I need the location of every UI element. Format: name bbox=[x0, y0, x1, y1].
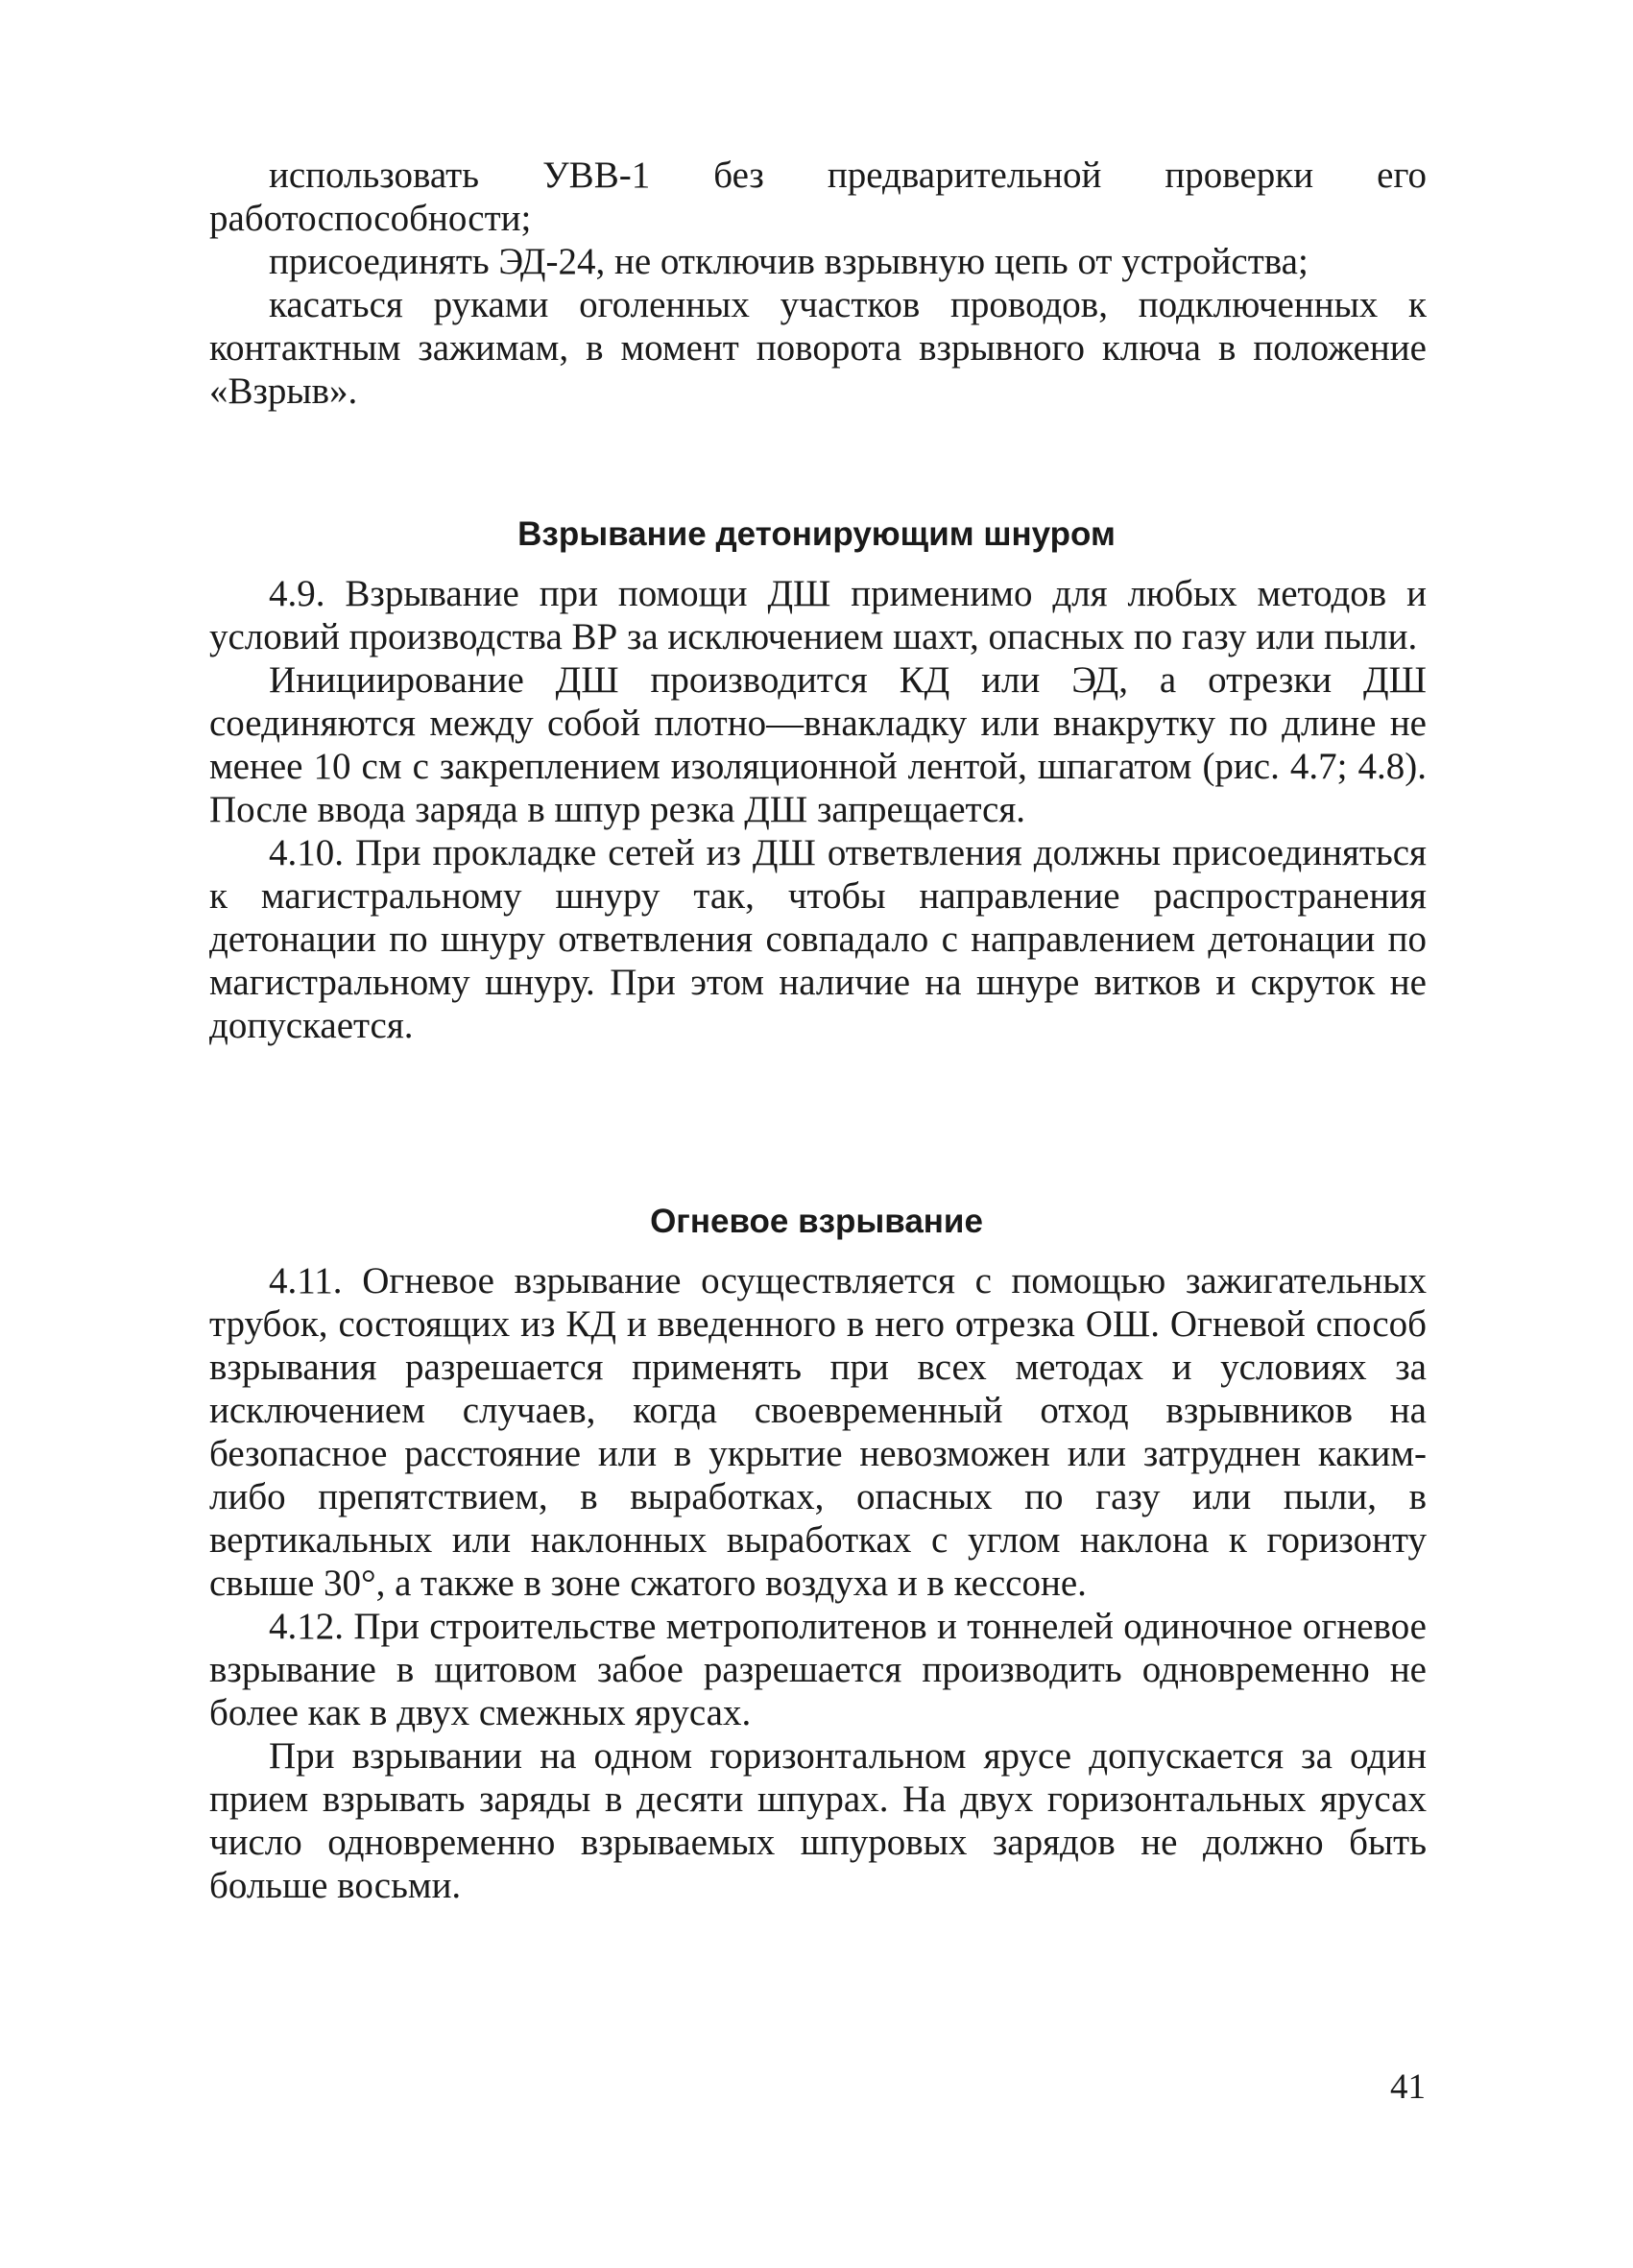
paragraph-4-9: 4.9. Взрывание при помощи ДШ применимо для любых методов и условий производства ВР за исключением шахт, опасных по газу или пыли. bbox=[209, 573, 1427, 657]
paragraph-4-12: 4.12. При строительстве метрополитенов и тоннелей одиночное огневое взрывание в щитовом забое разрешается производить одновременно не более как в двух смежных ярусах. bbox=[209, 1606, 1427, 1733]
intro-list bbox=[209, 154, 1427, 413]
paragraph-4-11: 4.11. Огневое взрывание осуществляется с помощью зажигательных трубок, состоящих из КД и введенного в него отрезка ОШ. Огневой способ взрывания разрешается применять при всех методах и условиях за исключением случаев, когда своевременный отход взрывников на безопасное расстояние или в укрытие невозможен или затруднен каким-либо препятствием, в выработках, опасных по газу или пыли, в вертикальных или наклонных выработках с углом наклона к горизонту свыше 30°, а также в зоне сжатого воздуха и в кессоне. bbox=[209, 1260, 1427, 1604]
intro-item-1: использовать УВВ-1 без предварительной проверки его работоспособности; bbox=[209, 155, 1427, 239]
intro-item-3: касаться руками оголенных участков проводов, подключенных к контактным зажимам, в момент поворота взрывного ключа в положение «Взрыв». bbox=[209, 284, 1427, 412]
section-heading-detonating-cord: Взрывание детонирующим шнуром bbox=[517, 515, 1116, 553]
paragraph-4-10: 4.10. При прокладке сетей из ДШ ответвления должны присоединяться к магистральному шнуру так, чтобы направление распространения детонации по шнуру ответвления совпадало с направлением детонации по магистральному шнуру. При этом наличие на шнуре витков и скруток не допускается. bbox=[209, 832, 1427, 1046]
section1-body bbox=[209, 572, 1427, 1047]
section2-body bbox=[209, 1259, 1427, 1907]
section-heading-fire-blasting: Огневое взрывание bbox=[650, 1203, 983, 1240]
intro-item-2: присоединять ЭД-24, не отключив взрывную цепь от устройства; bbox=[269, 241, 1309, 282]
paragraph-horizontal-tiers: При взрывании на одном горизонтальном ярусе допускается за один прием взрывать заряды в десяти шпурах. На двух горизонтальных ярусах число одновременно взрываемых шпуровых зарядов не должно быть больше восьми. bbox=[209, 1735, 1427, 1906]
page-number: 41 bbox=[1390, 2067, 1426, 2107]
paragraph-initiation: Инициирование ДШ производится КД или ЭД, а отрезки ДШ соединяются между собой плотно—внакладку или внакрутку по длине не менее 10 см с закреплением изоляционной лентой, шпагатом (рис. 4.7; 4.8). После ввода заряда в шпур резка ДШ запрещается. bbox=[209, 659, 1427, 830]
